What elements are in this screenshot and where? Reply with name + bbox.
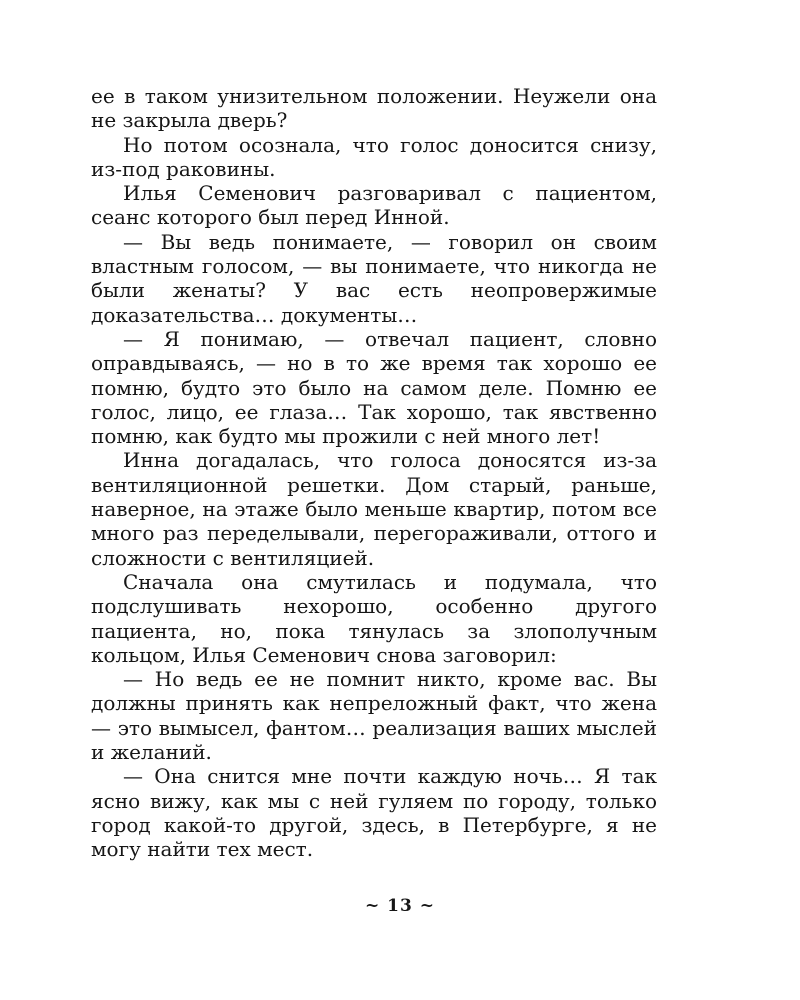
- paragraph-3: Илья Семенович разговаривал с пациентом, сеанс которого был перед Инной.: [91, 181, 657, 230]
- paragraph-7: Сначала она смутилась и подумала, что подслушивать нехорошо, особенно другого пациента, но, пока тянулась за злополучным кольцом, Илья Семенович снова заговорил:: [91, 569, 657, 667]
- paragraph-2: Но потом осознала, что голос доносится снизу, из-под раковины.: [91, 132, 657, 181]
- page-body-text: [91, 84, 657, 862]
- paragraph-5: — Я понимаю, — отвечал пациент, словно оправдываясь, — но в то же время так хорошо ее помню, будто это было на самом деле. Помню ее голос, лицо, ее глаза… Так хорошо, так явственно помню, как будто мы прожили с ней много лет!: [91, 326, 657, 449]
- page-number: ~ 13 ~: [365, 896, 435, 916]
- paragraph-8: — Но ведь ее не помнит никто, кроме вас. Вы должны принять как непреложный факт, что жена — это вымысел, фантом… реализация ваших мыслей и желаний.: [91, 667, 657, 765]
- paragraph-4: — Вы ведь понимаете, — говорил он своим властным голосом, — вы понимаете, что никогда не были женаты? У вас есть неопровержимые доказательства… документы…: [91, 229, 657, 327]
- paragraph-9: — Она снится мне почти каждую ночь… Я так ясно вижу, как мы с ней гуляем по городу, только город какой-то другой, здесь, в Петербурге, я не могу найти тех мест.: [91, 764, 657, 862]
- paragraph-6: Инна догадалась, что голоса доносятся из-за вентиляционной решетки. Дом старый, раньше, наверное, на этаже было меньше квартир, потом все много раз переделывали, перегораживали, оттого и сложности с вентиляцией.: [91, 448, 657, 570]
- paragraph-1: ее в таком унизительном положении. Неужели она не закрыла дверь?: [91, 84, 657, 133]
